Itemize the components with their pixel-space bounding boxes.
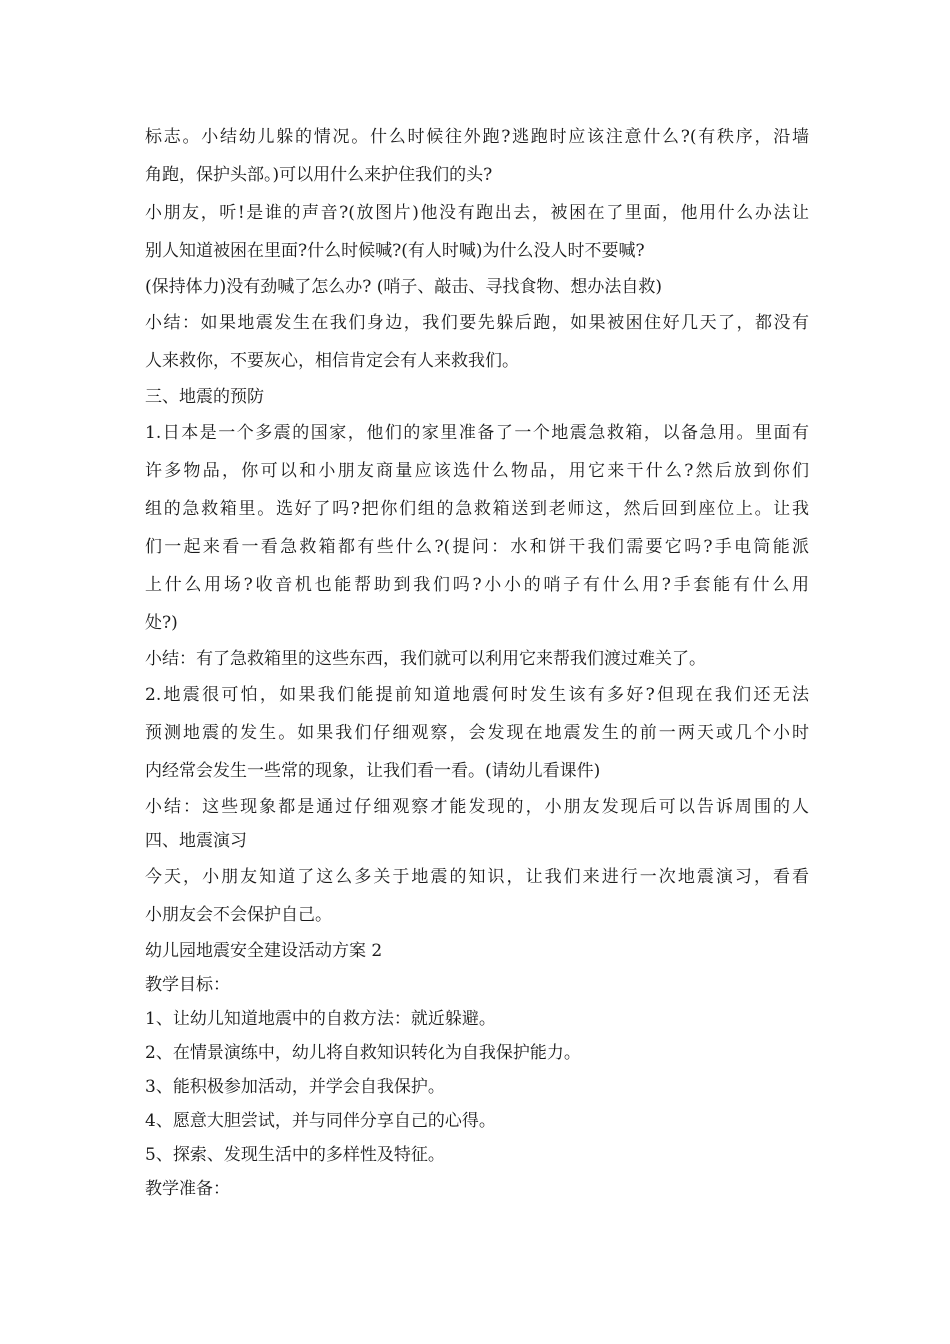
paragraph-line: 内经常会发生一些常的现象，让我们看一看。(请幼儿看课件) (145, 761, 601, 781)
paragraph-line: 预测地震的发生。如果我们仔细观察，会发现在地震发生的前一两天或几个小时 (145, 723, 809, 743)
section-heading: 四、地震演习 (145, 831, 247, 851)
paragraph-line: 标志。小结幼儿躲的情况。什么时候往外跑?逃跑时应该注意什么?(有秩序，沿墙 (145, 127, 809, 147)
plan-title: 幼儿园地震安全建设活动方案 2 (145, 941, 383, 961)
paragraph-line: 角跑，保护头部。)可以用什么来护住我们的头? (145, 165, 493, 185)
paragraph-line: 小朋友，听!是谁的声音?(放图片)他没有跑出去，被困在了里面，他用什么办法让 (145, 203, 809, 223)
paragraph-line: 上什么用场?收音机也能帮助到我们吗?小小的哨子有什么用?手套能有什么用 (145, 575, 809, 595)
paragraph-line: 1.日本是一个多震的国家，他们的家里准备了一个地震急救箱，以备急用。里面有 (145, 423, 809, 443)
list-item: 1、让幼儿知道地震中的自救方法：就近躲避。 (145, 1009, 496, 1029)
paragraph-line: 小结：这些现象都是通过仔细观察才能发现的，小朋友发现后可以告诉周围的人 (145, 797, 809, 817)
paragraph-line: 别人知道被困在里面?什么时候喊?(有人时喊)为什么没人时不要喊? (145, 241, 645, 261)
section-heading: 教学准备： (145, 1179, 230, 1199)
paragraph-line: 们一起来看一看急救箱都有些什么?(提问：水和饼干我们需要它吗?手电筒能派 (145, 537, 809, 557)
document-body (145, 118, 809, 1206)
list-item: 4、愿意大胆尝试，并与同伴分享自己的心得。 (145, 1111, 496, 1131)
paragraph-line: 小结：如果地震发生在我们身边，我们要先躲后跑，如果被困住好几天了，都没有 (145, 313, 809, 333)
list-item: 2、在情景演练中，幼儿将自救知识转化为自我保护能力。 (145, 1043, 581, 1063)
paragraph-line: 许多物品，你可以和小朋友商量应该选什么物品，用它来干什么?然后放到你们 (145, 461, 809, 481)
list-item: 5、探索、发现生活中的多样性及特征。 (145, 1145, 445, 1165)
paragraph-line: 2.地震很可怕，如果我们能提前知道地震何时发生该有多好?但现在我们还无法 (145, 685, 809, 705)
paragraph-line: 小朋友会不会保护自己。 (145, 905, 332, 925)
paragraph-line: (保持体力)没有劲喊了怎么办? (哨子、敲击、寻找食物、想办法自救) (145, 277, 663, 297)
section-heading: 教学目标： (145, 975, 230, 995)
paragraph-line: 今天，小朋友知道了这么多关于地震的知识，让我们来进行一次地震演习，看看 (145, 867, 809, 887)
paragraph-line: 处?) (145, 613, 178, 633)
section-heading: 三、地震的预防 (145, 387, 264, 407)
paragraph-line: 人来救你，不要灰心，相信肯定会有人来救我们。 (145, 351, 519, 371)
paragraph-line: 小结：有了急救箱里的这些东西，我们就可以利用它来帮我们渡过难关了。 (145, 649, 706, 669)
paragraph-line: 组的急救箱里。选好了吗?把你们组的急救箱送到老师这，然后回到座位上。让我 (145, 499, 809, 519)
list-item: 3、能积极参加活动，并学会自我保护。 (145, 1077, 445, 1097)
